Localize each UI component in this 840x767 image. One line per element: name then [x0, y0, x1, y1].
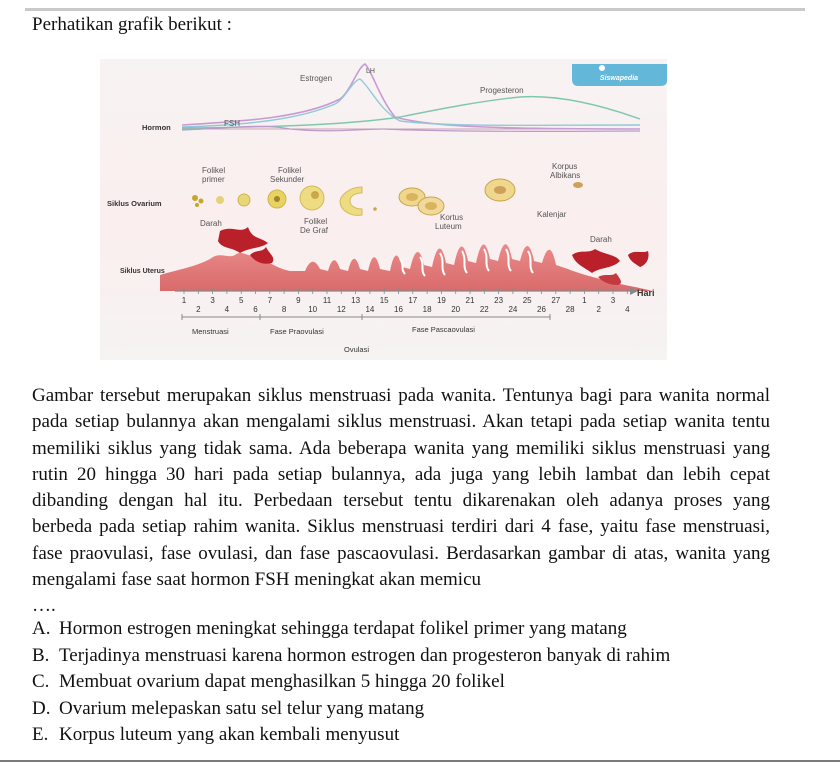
- svg-text:Kalenjar: Kalenjar: [537, 210, 567, 219]
- day-label-odd: 19: [436, 296, 446, 305]
- day-label-odd: 27: [551, 296, 561, 305]
- phase-pascaovulasi: Fase Pascaovulasi: [412, 325, 475, 334]
- day-label-odd: 9: [296, 296, 301, 305]
- question-passage: [32, 383, 770, 620]
- day-label-even: 12: [336, 305, 346, 314]
- answer-option-a[interactable]: [32, 616, 670, 643]
- day-label-odd: 21: [465, 296, 475, 305]
- day-label-even: 22: [479, 305, 489, 314]
- answer-options: [32, 616, 670, 749]
- answer-option-e[interactable]: [32, 722, 670, 749]
- day-label-odd: 25: [522, 296, 532, 305]
- day-label-odd: 23: [494, 296, 504, 305]
- day-label-even: 20: [451, 305, 461, 314]
- row-label-ovarium: Siklus Ovarium: [107, 199, 162, 208]
- option-letter: A.: [32, 618, 51, 639]
- phase-ovulasi: Ovulasi: [344, 345, 370, 354]
- day-label-even: 2: [196, 305, 201, 314]
- day-label-odd: 3: [610, 296, 616, 305]
- day-label-odd: 1: [181, 296, 187, 305]
- day-label-odd: 1: [582, 296, 587, 305]
- day-label-even: 10: [308, 305, 318, 314]
- svg-text:Folikel: Folikel: [304, 217, 328, 226]
- day-label-even: 6: [253, 305, 258, 314]
- svg-text:Luteum: Luteum: [435, 222, 462, 231]
- day-label-even: 4: [224, 305, 230, 314]
- menstrual-cycle-figure: [100, 59, 667, 360]
- lh-label: LH: [366, 68, 375, 75]
- svg-text:De Graf: De Graf: [300, 226, 329, 235]
- svg-text:Folikel: Folikel: [278, 166, 302, 175]
- svg-text:Sekunder: Sekunder: [270, 175, 305, 184]
- svg-text:Albikans: Albikans: [550, 171, 581, 180]
- figure-background: [100, 59, 667, 360]
- row-label-uterus: Siklus Uterus: [120, 268, 165, 275]
- option-letter: C.: [32, 671, 50, 692]
- day-label-even: 14: [365, 305, 375, 314]
- day-label-odd: 7: [267, 296, 273, 305]
- brand-logo: [572, 64, 667, 86]
- axis-label-hari: Hari: [637, 288, 655, 298]
- option-text: Ovarium melepaskan satu sel telur yang matang: [59, 697, 425, 719]
- passage-text: Gambar tersebut merupakan siklus menstruasi pada wanita. Tentunya bagi para wanita normal pada setiap bulannya akan mengalami siklus menstruasi. Akan tetapi pada setiap wanita tentu memiliki siklus yang tidak sama. Ada beberapa wanita yang memiliki siklus menstruasi yang rutin 20 hingga 30 hari pada setiap bulannya, ada juga yang lebih lambat dan lebih cepat dibanding dengan hal itu. Perbedaan tersebut tentu dikarenakan oleh adanya proses yang berbeda pada setiap rahim wanita. Siklus menstruasi terdiri dari 4 fase, yaitu fase menstruasi, fase praovulasi, fase ovulasi, dan fase pascaovulasi. Berdasarkan gambar di atas, wanita yang mengalami fase saat hormon FSH meningkat akan memicu: [32, 385, 770, 591]
- svg-text:primer: primer: [202, 175, 225, 184]
- day-label-odd: 13: [351, 296, 361, 305]
- day-label-even: 8: [281, 305, 287, 314]
- day-label-even: 16: [394, 305, 403, 314]
- option-text: Hormon estrogen meningkat sehingga terdapat folikel primer yang matang: [59, 618, 627, 639]
- svg-text:Korpus: Korpus: [552, 162, 578, 171]
- day-label-even: 28: [565, 305, 575, 314]
- svg-text:Kortus: Kortus: [440, 213, 464, 222]
- question-intro: Perhatikan grafik berikut :: [32, 14, 232, 35]
- answer-option-d[interactable]: [32, 696, 670, 723]
- day-label-even: 4: [625, 305, 630, 314]
- day-label-odd: 3: [210, 296, 215, 305]
- option-text: Korpus luteum yang akan kembali menyusut: [59, 724, 400, 745]
- progesteron-label: Progesteron: [480, 86, 524, 95]
- phase-praovulasi: Fase Praovulasi: [270, 327, 324, 336]
- passage-ellipsis: ….: [32, 595, 56, 617]
- option-letter: D.: [32, 697, 51, 719]
- bottom-divider: [0, 760, 840, 762]
- row-label-hormon: Hormon: [142, 123, 171, 132]
- top-divider: [25, 8, 805, 11]
- svg-text:Darah: Darah: [200, 219, 222, 228]
- day-label-even: 2: [596, 305, 601, 314]
- day-label-even: 26: [537, 305, 546, 314]
- day-label-odd: 5: [238, 296, 244, 305]
- day-label-even: 24: [508, 305, 518, 314]
- phase-menstruasi: Menstruasi: [192, 327, 229, 336]
- fsh-label: FSH: [224, 119, 240, 128]
- day-label-odd: 15: [379, 296, 389, 305]
- day-label-even: 18: [422, 305, 432, 314]
- option-text: Membuat ovarium dapat menghasilkan 5 hingga 20 folikel: [59, 671, 505, 692]
- option-letter: B.: [32, 644, 50, 666]
- estrogen-label: Estrogen: [300, 74, 333, 83]
- svg-text:Darah: Darah: [590, 235, 612, 244]
- brand-text: Siswapedia: [599, 75, 639, 82]
- answer-option-b[interactable]: [32, 643, 670, 670]
- option-letter: E.: [32, 724, 49, 745]
- day-label-odd: 17: [408, 296, 418, 305]
- option-text: Terjadinya menstruasi karena hormon estrogen dan progesteron banyak di rahim: [59, 644, 671, 666]
- svg-text:Folikel: Folikel: [202, 166, 226, 175]
- answer-option-c[interactable]: [32, 669, 670, 696]
- day-label-odd: 11: [322, 296, 332, 305]
